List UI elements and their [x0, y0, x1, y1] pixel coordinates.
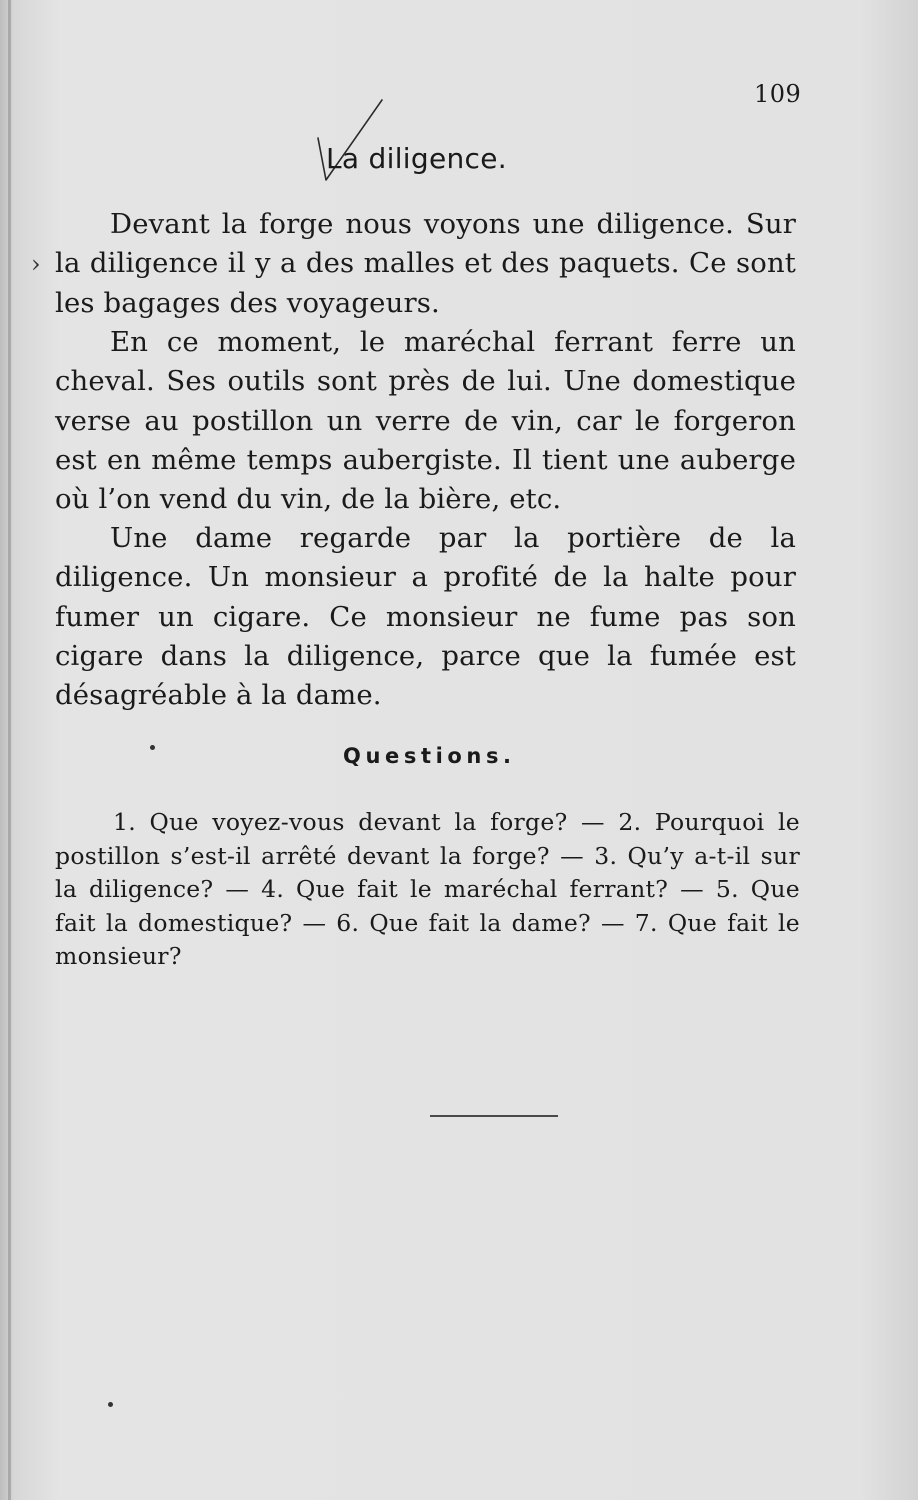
- lesson-title: La diligence.: [326, 142, 507, 175]
- print-speck: [150, 745, 155, 750]
- page-number: 109: [754, 80, 802, 108]
- page-gutter-edge: [8, 0, 11, 1500]
- margin-pencil-mark: ›: [31, 250, 41, 278]
- reading-paragraph-2: En ce moment, le maréchal ferrant ferre un cheval. Ses outils sont près de lui. Une domestique verse au postillon un verre de vin, car le forgeron est en même temps aubergiste. Il tient une auberge où l’on vend du vin, de la bière, etc.: [55, 326, 796, 516]
- reading-paragraph-3: Une dame regarde par la portière de la diligence. Un monsieur a profité de la halte pour fumer un cigare. Ce monsieur ne fume pas son cigare dans la diligence, parce que la fumée est désagréable à la dame.: [55, 522, 796, 712]
- section-divider: [430, 1115, 558, 1117]
- questions-heading: Questions.: [343, 744, 516, 768]
- print-speck: [108, 1402, 113, 1407]
- reading-paragraph-1: Devant la forge nous voyons une diligence. Sur la diligence il y a des malles et des paquets. Ce sont les bagages des voyageurs.: [55, 208, 796, 319]
- questions-list: 1. Que voyez-vous devant la forge? — 2. Pourquoi le postillon s’est-il arrêté devant la forge? — 3. Qu’y a-t-il sur la diligence? — 4. Que fait le maréchal ferrant? — 5. Que fait la domestique? — 6. Que fait la dame? — 7. Que fait le monsieur?: [55, 808, 800, 970]
